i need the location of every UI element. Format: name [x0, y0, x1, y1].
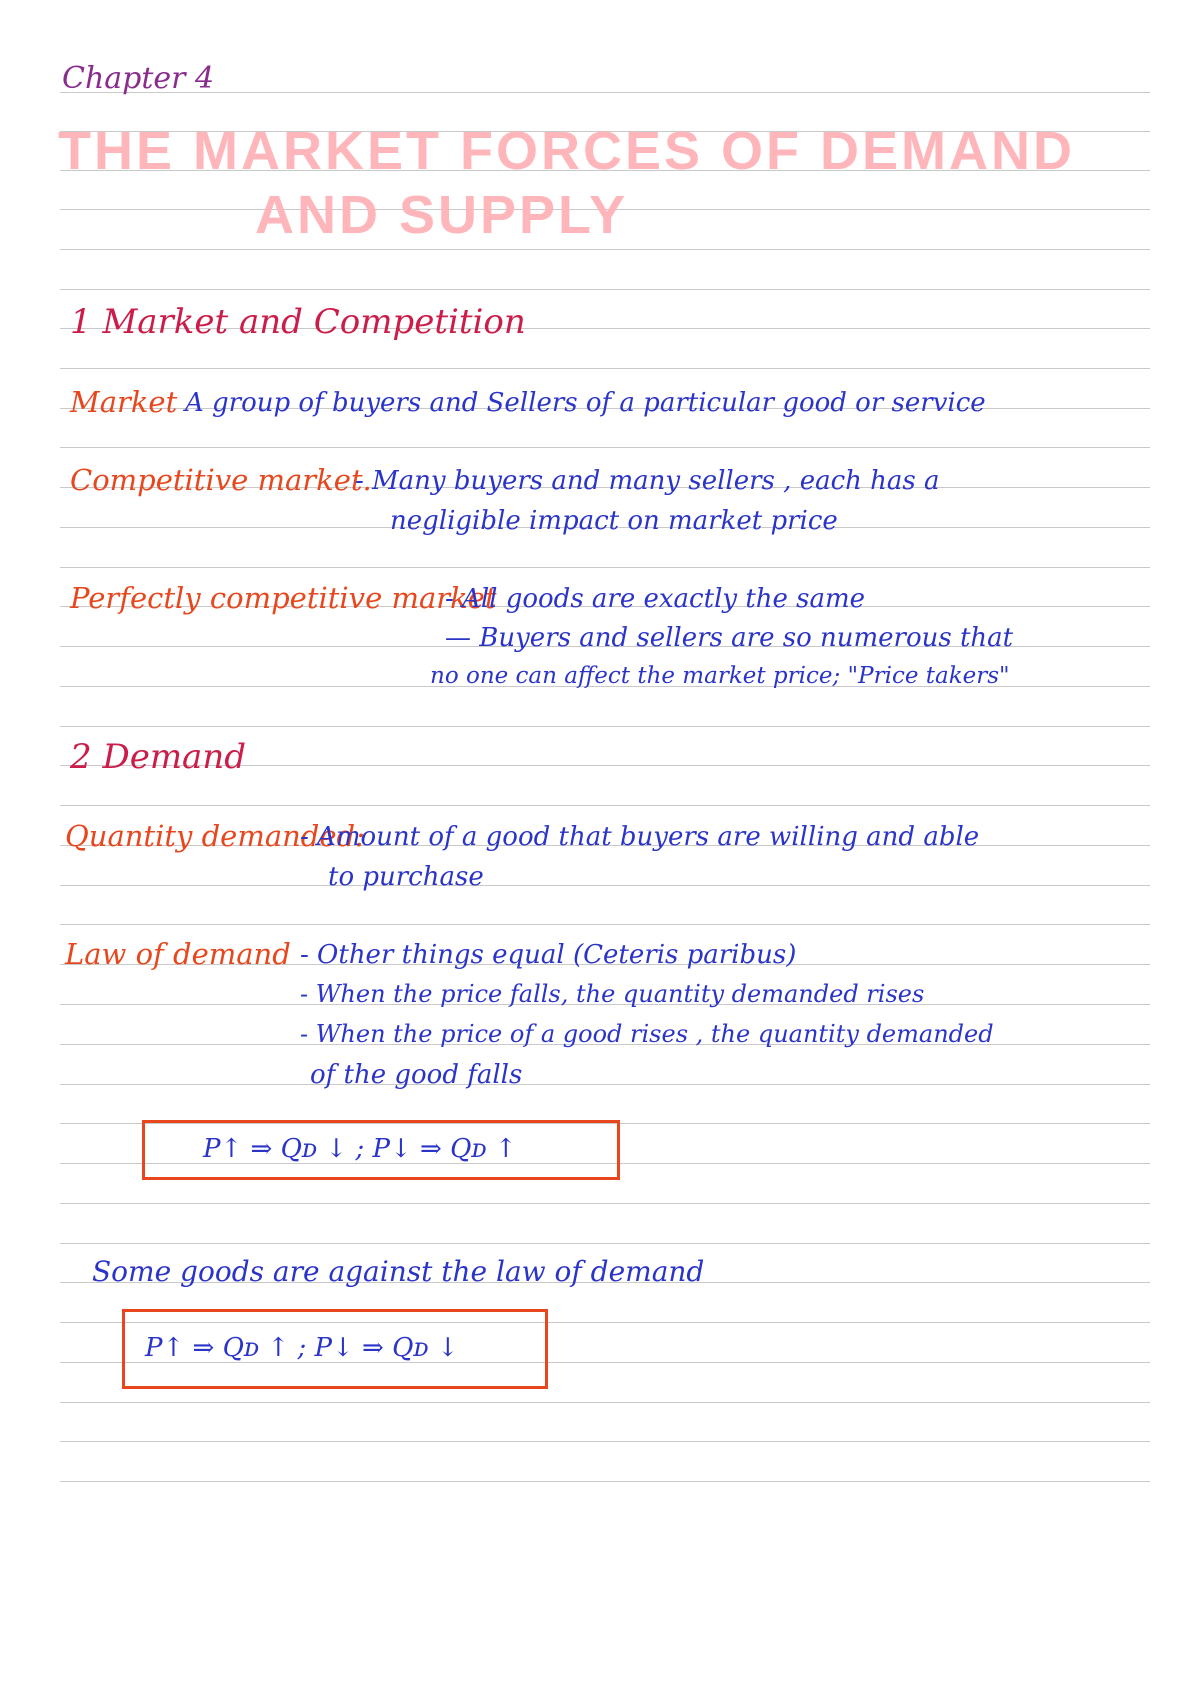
law-of-demand-def-line4: of the good falls [310, 1060, 523, 1090]
perfect-competition-label: Perfectly competitive market [70, 581, 497, 615]
against-law-text: Some goods are against the law of demand [92, 1255, 705, 1288]
law-of-demand-def-line1: - Other things equal (Ceteris paribus) [300, 940, 797, 970]
law-of-demand-label: Law of demand [65, 937, 291, 971]
market-definition: A group of buyers and Sellers of a particular good or service [185, 388, 986, 418]
law-of-demand-def-line3: - When the price of a good rises , the quantity demanded [300, 1020, 994, 1048]
quantity-demanded-def-line2: to purchase [328, 862, 484, 892]
formula-law-of-demand: P↑ ⇒ Qᴅ ↓ ; P↓ ⇒ Qᴅ ↑ [203, 1134, 517, 1164]
perfect-competition-def-line3: no one can affect the market price; "Price takers" [430, 663, 1010, 689]
formula-against-law: P↑ ⇒ Qᴅ ↑ ; P↓ ⇒ Qᴅ ↓ [145, 1333, 459, 1363]
competitive-market-label: Competitive market. [70, 463, 372, 497]
law-of-demand-def-line2: - When the price falls, the quantity demanded rises [300, 980, 925, 1008]
competitive-market-def-line2: negligible impact on market price [390, 506, 838, 536]
page-title-line1: THE MARKET FORCES OF DEMAND [58, 121, 1075, 181]
perfect-competition-def-line2: — Buyers and sellers are so numerous that [445, 623, 1014, 653]
competitive-market-def-line1: - Many buyers and many sellers , each has a [355, 466, 940, 496]
perfect-competition-def-line1: - All goods are exactly the same [445, 584, 866, 614]
market-label: Market [70, 385, 178, 419]
formula-box-law-of-demand [142, 1120, 620, 1180]
quantity-demanded-def-line1: - Amount of a good that buyers are willing and able [300, 822, 980, 852]
formula-box-against-law [122, 1309, 548, 1389]
quantity-demanded-label: Quantity demanded: [65, 819, 365, 853]
page-title-line2: AND SUPPLY [255, 185, 629, 245]
chapter-label: Chapter 4 [62, 61, 215, 96]
section1-heading: 1 Market and Competition [70, 302, 526, 342]
section2-heading: 2 Demand [70, 737, 246, 777]
